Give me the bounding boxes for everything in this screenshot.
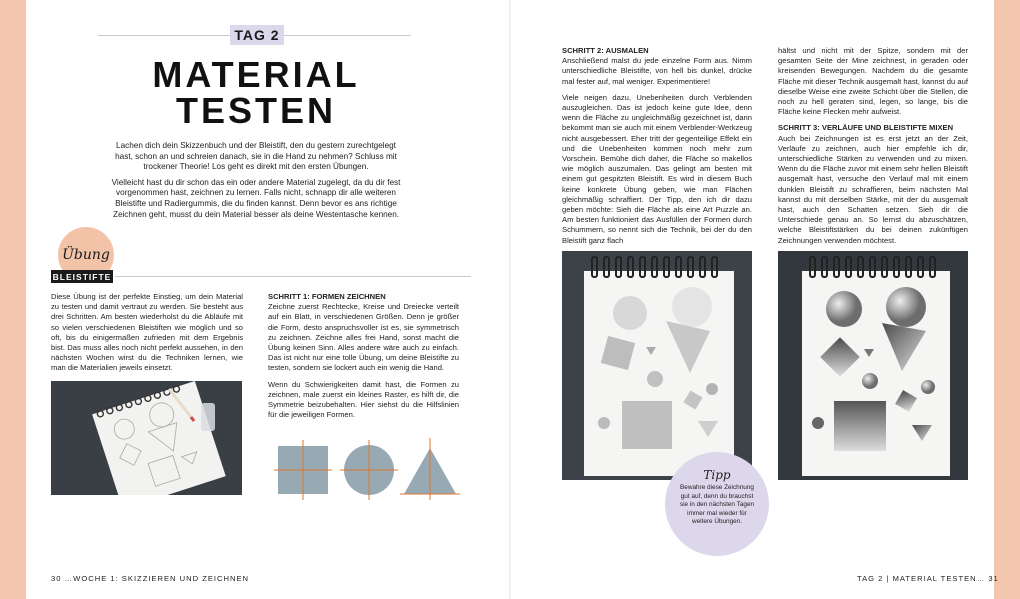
intro-text — [108, 141, 404, 225]
exercise-rule — [115, 276, 471, 277]
step-3-paragraph-1: Auch bei Zeichnungen ist es erst jetzt an der Zeit, Verläufe zu zeichnen, auch hier empfehle ich dir, unterschiedliche Stärken zu verwenden und zu mixen. Wenn du die Fläche zuvor mit einem sehr hellen Bleistift ausgemalt hast, versuche den Verlauf mal mit einem dunklen Bleistift zu schraffieren, beim nächsten Mal kannst du mit derselben Stärke, mit der du ausgemalt hast, auch den Schatten setzen. Sieh dir die Unterschiede genau an. So lernst du abzuschätzen, welche Bleistiftstärken du bei deinen zukünftigen Zeichnungen verwenden möchtest. — [778, 133, 968, 245]
tip-bubble — [665, 452, 769, 556]
photo-shapes-filled — [562, 251, 752, 480]
step-2-heading: SCHRITT 2: AUSMALEN — [562, 46, 649, 55]
right-page-footer: TAG 2 | MATERIAL TESTEN… 31 — [857, 574, 999, 583]
step-1-paragraph-1: Zeichne zuerst Rechtecke, Kreise und Dreiecke verteilt auf ein Blatt, in verschiedenen Größen. Denn je größer die Form, desto anspruchsvoller ist es, sie symmetrisch zu zeichnen. Zeichne alles frei Hand, sonst macht die Übung keinen Sinn. Alles andere wäre auch zu einfach. Das ist nicht nur eine tolle Übung, um deine Bleistifte zu testen, sondern sie lockert auch ein wenig die Hand. — [268, 302, 459, 373]
photo-notebook-gradient-shapes — [778, 251, 968, 480]
photo-shapes-gradients — [778, 251, 968, 480]
step-2-paragraph-3: hältst und nicht mit der Spitze, sondern mit der gesamten Seite der Mine zeichnest, in geraden oder kreisenden Bewegungen. Nachdem du die gesamte Fläche mit dieser Technik ausgemalt hast, kannst du auf dieselbe Weise eine zweite Schicht über die Stellen, die noch zu hell geraten sind, legen, so lange, bis die Fläche keine Flecken mehr aufweist. — [778, 46, 968, 117]
step-3-heading: SCHRITT 3: VERLÄUFE UND BLEISTIFTE MIXEN — [778, 123, 954, 133]
photo-notebook-filled-shapes — [562, 251, 752, 480]
tip-title: Tipp — [703, 468, 731, 482]
day-tag: TAG 2 — [230, 25, 284, 45]
step-2-paragraph-2: Viele neigen dazu, Unebenheiten durch Verblenden auszugleichen. Das ist jedoch keine gute Idee, denn wenn die Fläche zu ungleichmäßig gezeichnet ist, dann bekommt man sie auch mit einem Verblender-Werkzeug nicht ausgebessert. Eher tritt der gegenteilige Effekt ein und die Unebenheiten kommen noch mehr zum Vorschein. Bemühe dich daher, die Fläche so makellos wie möglich auszumalen. Das gelingt am besten mit einem gut gespitzten Bleistift. Es wird in diesem Buch keine konkrete Übung geben, wie man Flächen gleichmäßig schraffiert. Der Tipp, den ich dir dazu geben möchte: Sieh die Fläche als eine Art Puzzle an. Am besten funktioniert das Ausfüllen der Formen durch Schummern, so nennt sich die Technik, bei der du den Bleistift ganz flach — [562, 92, 752, 245]
left-page-footer: 30 …WOCHE 1: SKIZZIEREN UND ZEICHNEN — [51, 574, 250, 583]
step-2-paragraph-1: Anschließend malst du jede einzelne Form aus. Nimm unterschiedliche Bleistifte, von hell bis dunkel, drücke mal fester auf, mal weniger. Experimentiere! — [562, 56, 752, 86]
guide-shapes-illustration — [270, 434, 460, 504]
intro-paragraph-2: Vielleicht hast du dir schon das ein oder andere Material zugelegt, da du dir fest vorgenommen hast, zeichnen zu lernen. Falls nicht, schnapp dir alle weiteren Bleistifte und Radiergummis, die du finden kannst. Denn bevor es ans richtige Zeichnen geht, musst du dein Material besser als deine Westentasche kennen. — [111, 177, 401, 219]
tip-text: Bewahre diese Zeichnung gut auf, denn du brauchst sie in den nächsten Tagen immer mal wieder für weitere Übungen. — [679, 484, 755, 526]
page-title — [120, 54, 392, 131]
title-line-2: TESTEN — [175, 90, 336, 131]
step-1-heading: SCHRITT 1: FORMEN ZEICHNEN — [268, 292, 386, 301]
guide-lines-figure — [270, 434, 460, 504]
exercise-badge: Übung — [58, 227, 114, 283]
title-line-1: MATERIAL — [152, 54, 360, 95]
intro-paragraph-1: Lachen dich dein Skizzenbuch und der Bleistift, den du gestern zurechtgelegt hast, schon an und schreien danach, sie in die Hand zu nehmen? Schluss mit trockener Theorie! Los geht es direkt mit den ersten Übungen. — [115, 141, 397, 172]
exercise-intro-text: Diese Übung ist der perfekte Einstieg, um dein Material zu testen und damit vertraut zu werden. Sie besteht aus drei Schritten. Am besten wiederholst du die Abläufe mit so vielen verschiedenen Bleistiften wie möglich und so oft, bis du einigermaßen zufrieden mit dem Ergebnis bist. Das muss alles noch nicht perfekt aussehen, in den nächsten Wochen wirst du die Techniken lernen, wie man die Materialien jeweils einsetzt. — [51, 292, 243, 373]
step-1-paragraph-2: Wenn du Schwierigkeiten damit hast, die Formen zu zeichnen, male zuerst ein kleines Raster, es hilft dir, die Symmetrie beizubehalten. Hier siehst du die Hilfslinien für die jeweiligen Formen. — [268, 379, 459, 420]
photo-sketch-with-pencil — [51, 381, 242, 495]
step-1-column — [268, 292, 459, 426]
step-2-column — [562, 46, 752, 252]
exercise-tag: BLEISTIFTE — [52, 271, 112, 282]
photo-sketch-illustration — [51, 381, 242, 495]
exercise-intro-column — [51, 292, 243, 380]
book-gutter — [509, 0, 511, 599]
step-3-column — [778, 46, 968, 252]
